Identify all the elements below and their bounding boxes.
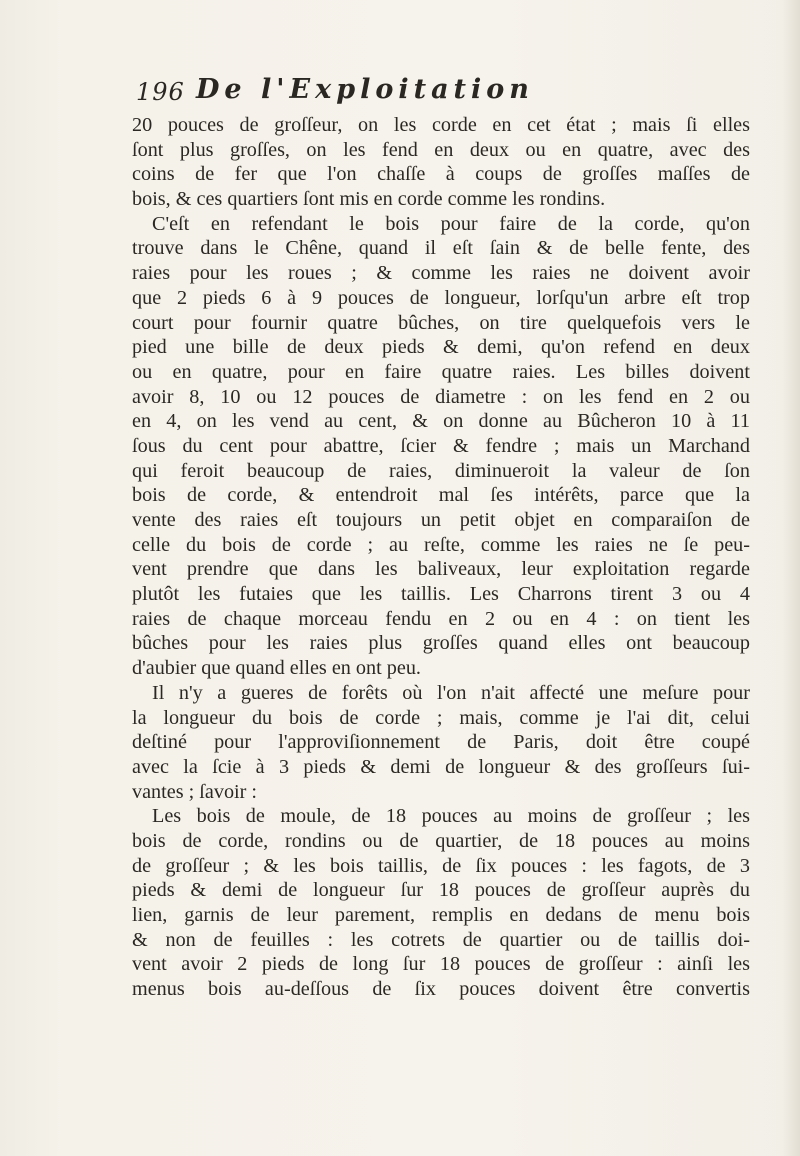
page-edge-shadow [782, 0, 800, 1156]
body-text [132, 113, 750, 1002]
text-line: en 4, on les vend au cent, & on donne au Bûcheron 10 à 11 [132, 410, 750, 433]
text-line: ſont plus groſſes, on les fend en deux ou en quatre, avec des [132, 138, 750, 161]
running-title: De l'Exploitation [196, 74, 534, 105]
text-line: bois de corde, rondins ou de quartier, de 18 pouces au moins [132, 829, 750, 852]
text-line: pied une bille de deux pieds & demi, qu'on refend en deux [132, 336, 750, 359]
text-line: vente des raies eſt toujours un petit objet en comparaiſon de [132, 509, 750, 531]
text-line: de groſſeur ; & les bois taillis, de ſix pouces : les fagots, de 3 [132, 854, 750, 877]
text-line: lien, garnis de leur parement, remplis en dedans de menu bois [132, 904, 750, 926]
text-line: bois de corde, & entendroit mal ſes intérêts, parce que la [132, 484, 750, 507]
text-line: deſtiné pour l'approviſionnement de Paris, doit être coupé [132, 731, 750, 754]
text-line: court pour fournir quatre bûches, on tire quelquefois vers le [132, 311, 750, 334]
text-line: plutôt les futaies que les taillis. Les Charrons tirent 3 ou 4 [132, 583, 750, 606]
text-line: bois, & ces quartiers ſont mis en corde comme les rondins. [132, 188, 606, 211]
text-line: ſous du cent pour abattre, ſcier & fendre ; mais un Marchand [132, 434, 750, 457]
text-line: avoir 8, 10 ou 12 pouces de diametre : on les fend en 2 ou [132, 385, 750, 408]
text-line: vent avoir 2 pieds de long ſur 18 pouces de groſſeur : ainſi les [132, 953, 750, 976]
text-line: que 2 pieds 6 à 9 pouces de longueur, lorſqu'un arbre eſt trop [132, 286, 750, 309]
text-line: Les bois de moule, de 18 pouces au moins de groſſeur ; les [152, 805, 750, 828]
text-line: pieds & demi de longueur ſur 18 pouces de groſſeur auprès du [132, 879, 750, 902]
text-line: menus bois au-deſſous de ſix pouces doivent être convertis [132, 978, 750, 1001]
text-line: C'eſt en refendant le bois pour faire de la corde, qu'on [152, 212, 750, 235]
text-line: trouve dans le Chêne, quand il eſt ſain & de belle fente, des [132, 237, 750, 260]
text-line: qui feroit beaucoup de raies, diminueroit la valeur de ſon [132, 459, 750, 482]
text-line: 20 pouces de groſſeur, on les corde en cet état ; mais ſi elles [132, 114, 750, 136]
text-line: d'aubier que quand elles en ont peu. [132, 657, 421, 680]
text-line: Il n'y a gueres de forêts où l'on n'ait affecté une meſure pour [152, 681, 750, 704]
text-line: bûches pour les raies plus groſſes quand elles ont beaucoup [132, 632, 750, 655]
text-line: vent prendre que dans les baliveaux, leur exploitation regarde [132, 558, 750, 581]
text-line: celle du bois de corde ; au reſte, comme les raies ne ſe peu- [132, 533, 750, 556]
text-line: & non de feuilles : les cotrets de quartier ou de taillis doi- [132, 928, 750, 951]
page-number: 196 [136, 78, 185, 106]
page-header [136, 74, 736, 112]
text-line: coins de fer que l'on chaſſe à coups de groſſes maſſes de [132, 163, 750, 186]
text-line: vantes ; ſavoir : [132, 780, 258, 803]
text-line: raies de chaque morceau fendu en 2 ou en 4 : on tient les [132, 607, 750, 630]
text-line: raies pour les roues ; & comme les raies ne doivent avoir [132, 262, 750, 285]
text-line: ou en quatre, pour en faire quatre raies. Les billes doivent [132, 360, 750, 383]
text-line: la longueur du bois de corde ; mais, comme je l'ai dit, celui [132, 706, 750, 729]
text-line: avec la ſcie à 3 pieds & demi de longueur & des groſſeurs ſui- [132, 755, 750, 778]
